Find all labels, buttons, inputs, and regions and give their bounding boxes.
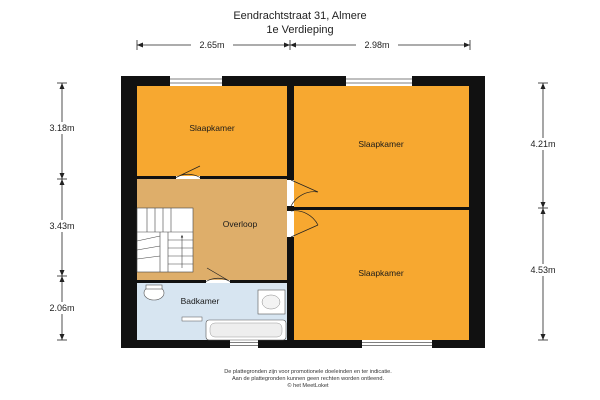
room-label-bathroom: Badkamer — [180, 296, 220, 306]
dimension-right-bottom: 4.53m — [530, 265, 556, 275]
top-dimension-line — [137, 39, 470, 51]
toilet — [144, 285, 164, 300]
dimension-left-bottom: 2.06m — [49, 303, 75, 313]
footer-copyright: © het MeetLoket — [287, 383, 329, 389]
dimension-right-top: 4.21m — [530, 139, 556, 149]
floor-title: 1e Verdieping — [266, 24, 334, 36]
room-label-landing: Overloop — [222, 219, 258, 229]
left-dimension-line — [40, 83, 84, 340]
bathtub — [206, 320, 286, 340]
radiator — [182, 317, 202, 321]
window-bottom-right — [362, 340, 432, 348]
address-title: Eendrachtstraat 31, Almere — [233, 10, 367, 22]
right-dimension-line — [521, 83, 565, 340]
room-label-bedroom-top-left: Slaapkamer — [189, 123, 235, 133]
washbasin — [258, 290, 285, 314]
dimension-left-top: 3.18m — [49, 123, 75, 133]
footer-disclaimer-line1: De plattegronden zijn voor promotionele doeleinden en ter indicatie. — [224, 369, 392, 375]
window-top-right — [346, 76, 412, 86]
footer-disclaimer-line2: Aan de plattegronden kunnen geen rechten worden ontleend. — [231, 376, 385, 382]
dimension-top-right: 2.98m — [364, 40, 390, 50]
room-label-bedroom-bottom-right: Slaapkamer — [358, 268, 404, 278]
dimension-left-middle: 3.43m — [49, 221, 75, 231]
room-label-bedroom-top-right: Slaapkamer — [358, 139, 404, 149]
dimension-top-left: 2.65m — [199, 40, 225, 50]
window-bathroom — [230, 340, 258, 348]
window-top-left — [170, 76, 222, 86]
staircase — [137, 208, 193, 272]
